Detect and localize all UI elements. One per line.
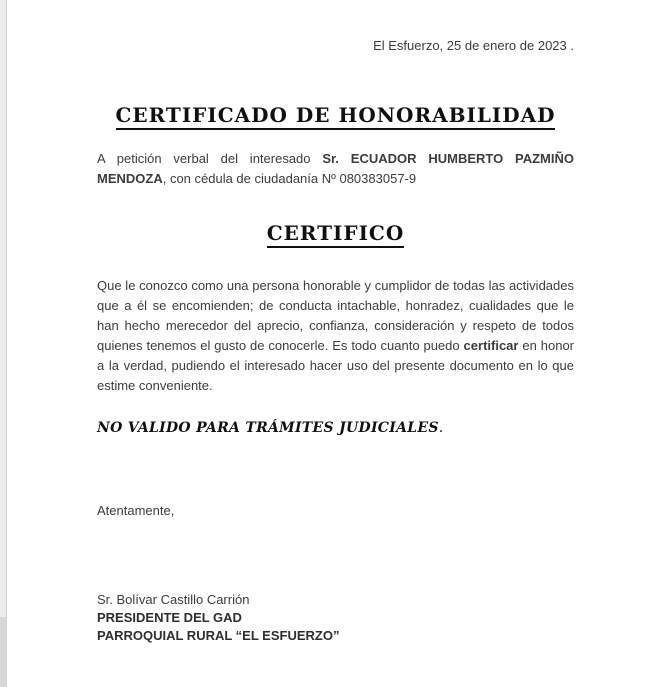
notice-text: NO VALIDO PARA TRÁMITES JUDICIALES <box>97 420 439 436</box>
body-paragraph <box>97 276 574 396</box>
signer-role-line-1: PRESIDENTE DEL GAD <box>97 610 242 625</box>
date-line: El Esfuerzo, 25 de enero de 2023 . <box>373 38 574 53</box>
section-heading-text: CERTIFICO <box>267 221 405 248</box>
notice-terminator: . <box>438 420 444 436</box>
closing-line: Atentamente, <box>97 503 175 518</box>
page-content <box>97 0 574 645</box>
document-page[interactable] <box>7 0 658 687</box>
signer-role-line-2: PARROQUIAL RURAL “EL ESFUERZO” <box>97 628 340 643</box>
intro-text-after: , con cédula de ciudadanía Nº 080383057-9 <box>162 171 417 186</box>
interested-party-name: Sr. ECUADOR HUMBERTO PAZMIÑO MENDOZA <box>97 151 575 186</box>
notice-line <box>97 420 574 437</box>
certificate-title <box>97 103 574 130</box>
section-heading <box>97 221 574 248</box>
body-text-after: en honor a la verdad, pudiendo el interesado hacer uso del presente documento en lo que estime conveniente. <box>97 338 575 393</box>
intro-paragraph <box>97 149 574 189</box>
signature-block <box>97 591 574 645</box>
intro-text-before: A petición verbal del interesado <box>97 151 323 166</box>
body-emphasis-certificar: certificar <box>463 338 519 353</box>
certificate-title-text: CERTIFICADO DE HONORABILIDAD <box>116 103 556 130</box>
signer-name: Sr. Bolívar Castillo Carrión <box>97 592 250 607</box>
body-text-before: Que le conozco como una persona honorable y cumplidor de todas las actividades que a él se encomienden; de conducta intachable, honradez, cualidades que le han hecho merecedor del aprecio, confianza, consideración y respeto de todos quienes tenemos el gusto de conocerle. Es todo cuanto puedo <box>97 278 574 353</box>
